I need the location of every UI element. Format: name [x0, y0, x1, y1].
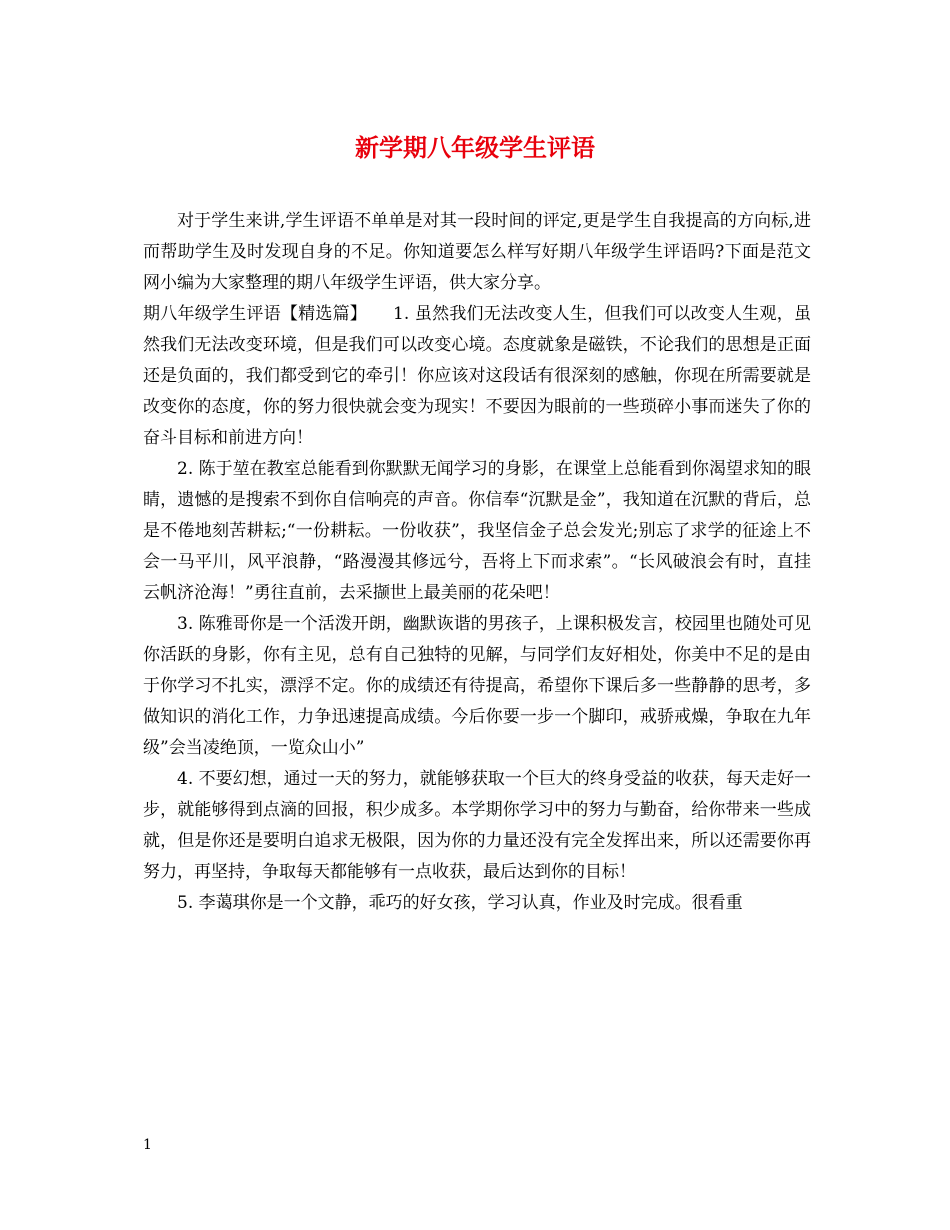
paragraph-1: 期八年级学生评语【精选篇】 1. 虽然我们无法改变人生，但我们可以改变人生观，虽然我们无法改变环境，但是我们可以改变心境。态度就象是磁铁，不论我们的思想是正面还是负面的，我们都受到它的牵引！你应该对这段话有很深刻的感触，你现在所需要就是改变你的态度，你的努力很快就会变为现实！不要因为眼前的一些琐碎小事而迷失了你的奋斗目标和前进方向！ [143, 304, 811, 448]
paragraph-2: 2. 陈于堃在教室总能看到你默默无闻学习的身影，在课堂上总能看到你渴望求知的眼睛，遗憾的是搜索不到你自信响亮的声音。你信奉“沉默是金”，我知道在沉默的背后，总是不倦地刻苦耕耘;“一份耕耘。一份收获”，我坚信金子总会发光;别忘了求学的征途上不会一马平川，风平浪静，“路漫漫其修远兮，吾将上下而求索”。“长风破浪会有时，直挂云帆济沧海！”勇往直前，去采撷世上最美丽的花朵吧！ [143, 459, 811, 603]
paragraph-5: 5. 李蔼琪你是一个文静，乖巧的好女孩，学习认真，作业及时完成。很看重 [177, 893, 743, 913]
intro-paragraph: 对于学生来讲,学生评语不单单是对其一段时间的评定,更是学生自我提高的方向标,进而帮助学生及时发现自身的不足。你知道要怎么样写好期八年级学生评语吗?下面是范文网小编为大家整理的期八年级学生评语，供大家分享。 [143, 211, 811, 293]
page-title: 新学期八年级学生评语 [355, 133, 595, 162]
page-number: 1 [143, 1137, 152, 1153]
paragraph-4: 4. 不要幻想，通过一天的努力，就能够获取一个巨大的终身受益的收获，每天走好一步，就能够得到点滴的回报，积少成多。本学期你学习中的努力与勤奋，给你带来一些成就，但是你还是要明白追求无极限，因为你的力量还没有完全发挥出来，所以还需要你再努力，再坚持，争取每天都能够有一点收获，最后达到你的目标！ [143, 769, 811, 882]
document-body [143, 206, 811, 919]
paragraph-3: 3. 陈雅哥你是一个活泼开朗，幽默诙谐的男孩子，上课积极发言，校园里也随处可见你活跃的身影，你有主见，总有自己独特的见解，与同学们友好相处，你美中不足的是由于你学习不扎实，漂浮不定。你的成绩还有待提高，希望你下课后多一些静静的思考，多做知识的消化工作，力争迅速提高成绩。今后你要一步一个脚印，戒骄戒燥，争取在九年级”会当凌绝顶，一览众山小” [143, 614, 811, 758]
